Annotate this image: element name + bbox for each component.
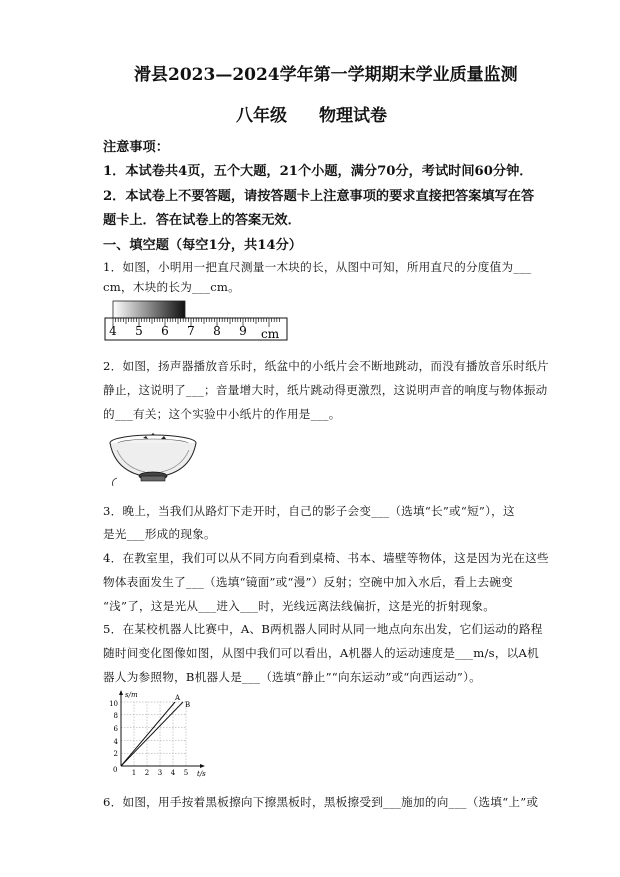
ruler-label: 7 [187, 324, 195, 338]
q6-line-1: 6．如图，用手按着黑板擦向下擦黑板时，黑板擦受到___施加的向___（选填“上”或 [103, 795, 539, 809]
x-tick: 5 [183, 769, 189, 777]
st-graph [103, 688, 213, 780]
q1-line-2: cm，木块的长为___cm。 [103, 280, 241, 294]
exam-title: 滑县2023—2024学年第一学期期末学业质量监测 [134, 65, 518, 85]
q2-line-1: 2．如图，扬声器播放音乐时，纸盆中的小纸片会不断地跳动，而没有播放音乐时纸片 [103, 359, 549, 373]
ruler-unit: cm [261, 327, 280, 341]
y-tick: 2 [113, 750, 118, 758]
y-tick: 10 [109, 700, 118, 708]
x-tick: 4 [170, 769, 176, 777]
x-tick: 1 [131, 769, 137, 777]
series-label-b: B [185, 701, 191, 709]
q4-line-1: 4．在教室里，我们可以从不同方向看到桌椅、书本、墙壁等物体，这是因为光在这些 [103, 551, 549, 565]
line-b [121, 702, 183, 766]
q2-line-2: 静止，这说明了___；音量增大时，纸片跳动得更激烈，这说明声音的响度与物体振动 [103, 383, 548, 397]
q3-line-2: 是光___形成的现象。 [103, 527, 216, 541]
x-axis-label: t/s [197, 770, 206, 778]
ruler-label: 4 [109, 324, 117, 338]
y-tick: 6 [113, 725, 118, 733]
line-a [121, 702, 175, 766]
series-label-a: A [175, 694, 181, 702]
ruler-figure [103, 298, 293, 348]
q2-line-3: 的___有关；这个实验中小纸片的作用是___。 [103, 407, 341, 421]
ruler-label: 8 [213, 324, 221, 338]
q1-line-1: 1．如图，小明用一把直尺测量一木块的长，从图中可知，所用直尺的分度值为___ [103, 260, 532, 274]
ruler-label: 9 [239, 324, 247, 338]
q5-line-3: 器人为参照物，B机器人是___（选填“静止”“向东运动”或“向西运动”）。 [103, 670, 481, 684]
q5-line-2: 随时间变化图像如图，从图中我们可以看出，A机器人的运动速度是___m/s，以A机 [103, 646, 539, 660]
notes-item-1: 1．本试卷共4页，五个大题，21个小题，满分70分，考试时间60分钟． [103, 164, 533, 179]
section-heading: 一、填空题（每空1分，共14分） [103, 238, 302, 253]
x-tick: 3 [157, 769, 163, 777]
x-tick: 2 [144, 769, 150, 777]
notes-item-2-line-2: 题卡上．答在试卷上的答案无效． [103, 213, 301, 228]
q4-line-2: 物体表面发生了___（选填“镜面”或“漫”）反射；空碗中加入水后，看上去碗变 [103, 575, 514, 589]
y-tick: 8 [113, 712, 118, 720]
exam-subject: 物理试卷 [319, 106, 387, 126]
notes-heading: 注意事项： [103, 140, 169, 155]
speaker-figure [103, 430, 203, 488]
notes-item-2-line-1: 2．本试卷上不要答题，请按答题卡上注意事项的要求直接把答案填写在答 [103, 189, 535, 204]
ruler-label: 5 [135, 324, 143, 338]
y-axis-label: s/m [125, 691, 138, 699]
q3-line-1: 3．晚上，当我们从路灯下走开时，自己的影子会变___（选填“长”或“短”），这 [103, 504, 515, 518]
origin-label: 0 [113, 766, 118, 774]
exam-grade: 八年级 [236, 106, 287, 126]
q5-line-1: 5．在某校机器人比赛中，A、B两机器人同时从同一地点向东出发，它们运动的路程 [103, 622, 543, 636]
q4-line-3: “浅”了，这是光从___进入___时，光线远离法线偏折，这是光的折射现象。 [103, 599, 496, 613]
ruler-label: 6 [161, 324, 169, 338]
wood-block [113, 301, 185, 318]
y-tick: 4 [113, 738, 118, 746]
